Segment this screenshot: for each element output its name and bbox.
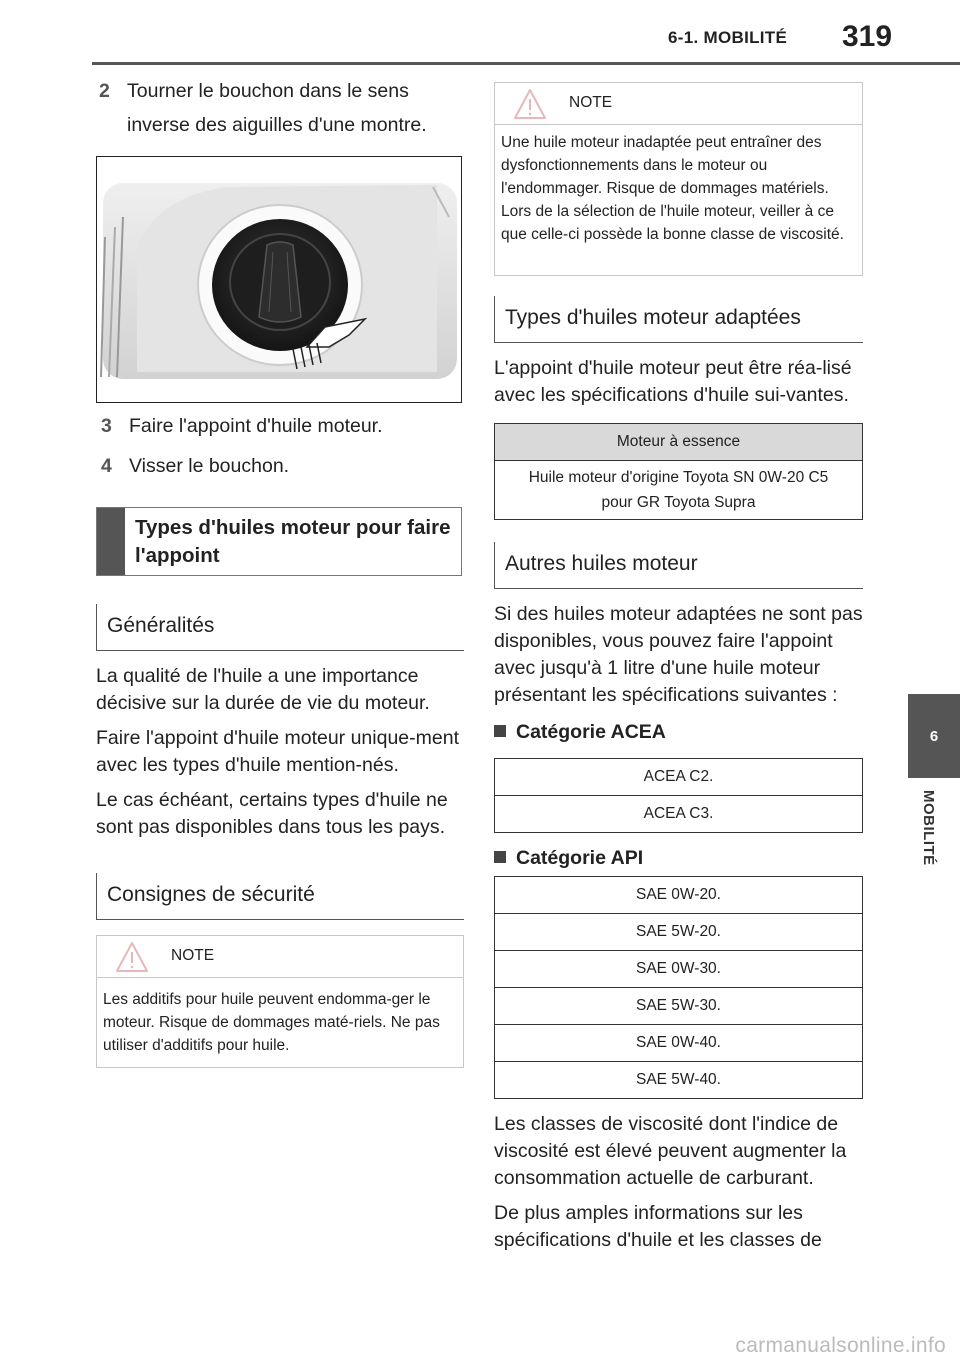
paragraph: De plus amples informations sur les spécifications d'huile et les classes de bbox=[494, 1202, 822, 1251]
adaptees-heading: Types d'huiles moteur adaptées bbox=[494, 296, 863, 343]
petrol-oil-table bbox=[494, 423, 863, 520]
step-4 bbox=[96, 449, 464, 483]
paragraph: Les classes de viscosité dont l'indice de viscosité est élevé peuvent augmenter la consommation actuelle de carburant. bbox=[494, 1113, 847, 1189]
securite-heading: Consignes de sécurité bbox=[96, 873, 464, 920]
left-column bbox=[96, 74, 464, 1068]
table-cell: SAE 0W-40. bbox=[495, 1025, 863, 1062]
step-text: Visser le bouchon. bbox=[129, 455, 290, 477]
table-cell-line: Huile moteur d'origine Toyota SN 0W-20 C5 bbox=[528, 469, 829, 486]
step-text: Faire l'appoint d'huile moteur. bbox=[129, 415, 383, 437]
watermark: carmanualsonline.info bbox=[735, 1334, 946, 1357]
acea-category bbox=[494, 721, 863, 744]
table-cell-line: pour GR Toyota Supra bbox=[601, 494, 756, 511]
note-header bbox=[495, 83, 862, 125]
chapter-label: MOBILITÉ bbox=[920, 790, 937, 866]
oil-cap-photo bbox=[96, 156, 462, 403]
table-cell: ACEA C2. bbox=[495, 759, 863, 796]
table-cell: SAE 5W-30. bbox=[495, 988, 863, 1025]
page-number: 319 bbox=[842, 20, 893, 53]
generalites-heading: Généralités bbox=[96, 604, 464, 651]
acea-table bbox=[494, 758, 863, 833]
paragraph: Si des huiles moteur adaptées ne sont pas disponibles, vous pouvez faire l'appoint avec jusqu'à 1 litre d'une huile moteur présentant les spécifications suivantes : bbox=[494, 603, 863, 706]
category-label: Catégorie API bbox=[516, 847, 644, 869]
header-rule bbox=[92, 62, 960, 65]
category-label: Catégorie ACEA bbox=[516, 721, 666, 743]
step-number: 2 bbox=[99, 80, 110, 102]
chapter-tab[interactable] bbox=[908, 694, 960, 778]
warning-icon bbox=[513, 88, 547, 120]
note-box bbox=[494, 82, 863, 276]
step-number: 3 bbox=[101, 415, 112, 437]
note-box bbox=[96, 935, 464, 1068]
note-label: NOTE bbox=[569, 94, 613, 111]
right-column bbox=[494, 82, 863, 1254]
warning-icon bbox=[115, 941, 149, 973]
note-text: Les additifs pour huile peuvent endomma-ger le moteur. Risque de dommages maté-riels. Ne pas utiliser d'additifs pour huile. bbox=[103, 991, 440, 1054]
paragraph: Le cas échéant, certains types d'huile ne sont pas disponibles dans tous les pays. bbox=[96, 789, 448, 838]
oil-filler-cap-illustration bbox=[97, 157, 462, 403]
chapter-number: 6 bbox=[929, 727, 939, 745]
table-cell: SAE 5W-20. bbox=[495, 914, 863, 951]
section-heading bbox=[96, 507, 462, 576]
paragraph: L'appoint d'huile moteur peut être réa-lisé avec les spécifications d'huile sui-vantes. bbox=[494, 357, 852, 406]
step-3 bbox=[96, 409, 464, 443]
step-number: 4 bbox=[101, 455, 112, 477]
paragraph: La qualité de l'huile a une importance décisive sur la durée de vie du moteur. bbox=[96, 665, 430, 714]
bullet-square-icon bbox=[494, 851, 506, 863]
section-title: 6-1. MOBILITÉ bbox=[668, 28, 788, 47]
note-header bbox=[97, 936, 463, 978]
note-label: NOTE bbox=[171, 947, 215, 964]
bullet-square-icon bbox=[494, 725, 506, 737]
table-cell: SAE 0W-30. bbox=[495, 951, 863, 988]
api-category bbox=[494, 847, 863, 870]
autres-heading: Autres huiles moteur bbox=[494, 542, 863, 589]
table-cell bbox=[495, 461, 863, 520]
table-header: Moteur à essence bbox=[495, 424, 863, 461]
step-2 bbox=[94, 74, 462, 142]
heading-bar bbox=[97, 508, 125, 575]
table-cell: SAE 5W-40. bbox=[495, 1062, 863, 1099]
api-table bbox=[494, 876, 863, 1099]
table-cell: SAE 0W-20. bbox=[495, 877, 863, 914]
paragraph: Faire l'appoint d'huile moteur unique-ment avec les types d'huile mention-nés. bbox=[96, 727, 459, 776]
note-text: Une huile moteur inadaptée peut entraîner des dysfonctionnements dans le moteur ou l'endommager. Risque de dommages matériels. Lors de la sélection de l'huile moteur, veiller à ce que celle-ci possède la bonne classe de viscosité. bbox=[501, 134, 844, 243]
step-text: Tourner le bouchon dans le sens inverse des aiguilles d'une montre. bbox=[127, 80, 427, 136]
section-heading-text: Types d'huiles moteur pour faire l'appoint bbox=[135, 516, 451, 567]
table-cell: ACEA C3. bbox=[495, 796, 863, 833]
